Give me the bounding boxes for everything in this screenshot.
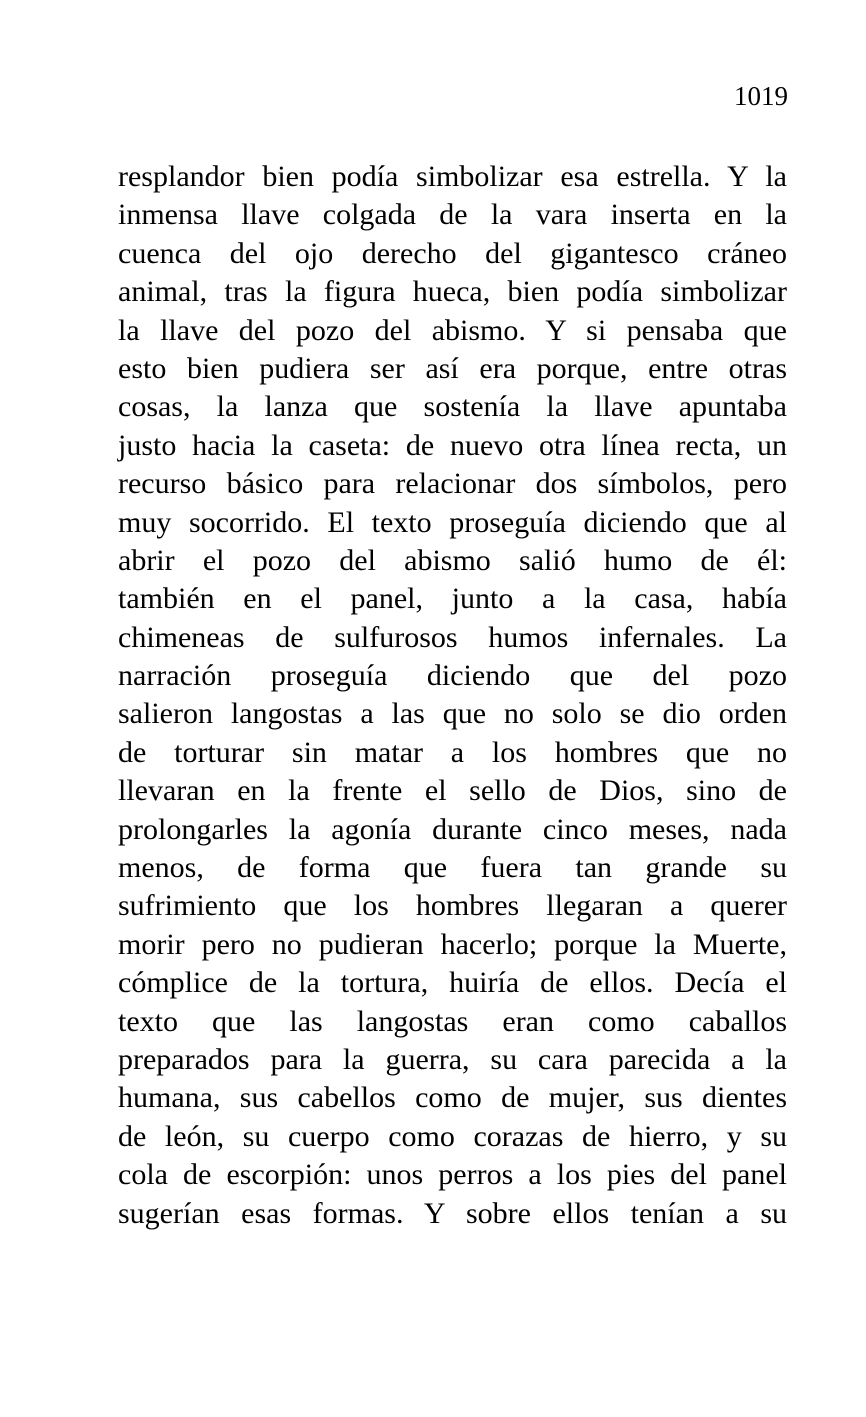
text-line: abrir el pozo del abismo salió humo de él: <box>118 543 787 577</box>
text-line: preparados para la guerra, su cara parecida a la <box>118 1042 787 1076</box>
text-line: muy socorrido. El texto proseguía diciendo que al <box>118 505 787 539</box>
page-number: 1019 <box>734 81 788 111</box>
text-line: menos, de forma que fuera tan grande su <box>118 851 787 885</box>
text-line: de torturar sin matar a los hombres que no <box>118 735 787 769</box>
text-line: morir pero no pudieran hacerlo; porque la Muerte, <box>118 927 787 961</box>
text-line: cuenca del ojo derecho del gigantesco cráneo <box>118 236 787 270</box>
text-line: inmensa llave colgada de la vara inserta en la <box>118 198 787 232</box>
text-line: prolongarles la agonía durante cinco meses, nada <box>118 812 787 846</box>
text-line: justo hacia la caseta: de nuevo otra línea recta, un <box>118 428 787 462</box>
text-line: recurso básico para relacionar dos símbolos, pero <box>118 467 787 501</box>
text-line: cosas, la lanza que sostenía la llave apuntaba <box>118 390 787 424</box>
text-line: llevaran en la frente el sello de Dios, sino de <box>118 774 787 808</box>
text-line: narración proseguía diciendo que del pozo <box>118 659 787 693</box>
text-line: salieron langostas a las que no solo se dio orden <box>118 697 787 731</box>
text-line: sufrimiento que los hombres llegaran a querer <box>118 889 787 923</box>
text-line: cómplice de la tortura, huiría de ellos. Decía el <box>118 966 787 1000</box>
text-line: también en el panel, junto a la casa, había <box>118 582 787 616</box>
text-line: texto que las langostas eran como caballos <box>118 1004 787 1038</box>
body-text <box>118 158 787 1233</box>
text-line: humana, sus cabellos como de mujer, sus dientes <box>118 1081 787 1115</box>
text-line: la llave del pozo del abismo. Y si pensaba que <box>118 313 787 347</box>
text-line: chimeneas de sulfurosos humos infernales. La <box>118 620 787 654</box>
text-line: esto bien pudiera ser así era porque, entre otras <box>118 351 787 385</box>
text-line: sugerían esas formas. Y sobre ellos tenían a su <box>118 1196 787 1230</box>
text-line: de león, su cuerpo como corazas de hierro, y su <box>118 1119 787 1153</box>
text-line: resplandor bien podía simbolizar esa estrella. Y la <box>118 160 787 193</box>
text-line: cola de escorpión: unos perros a los pies del panel <box>118 1158 787 1192</box>
text-line: animal, tras la figura hueca, bien podía simbolizar <box>118 275 787 309</box>
